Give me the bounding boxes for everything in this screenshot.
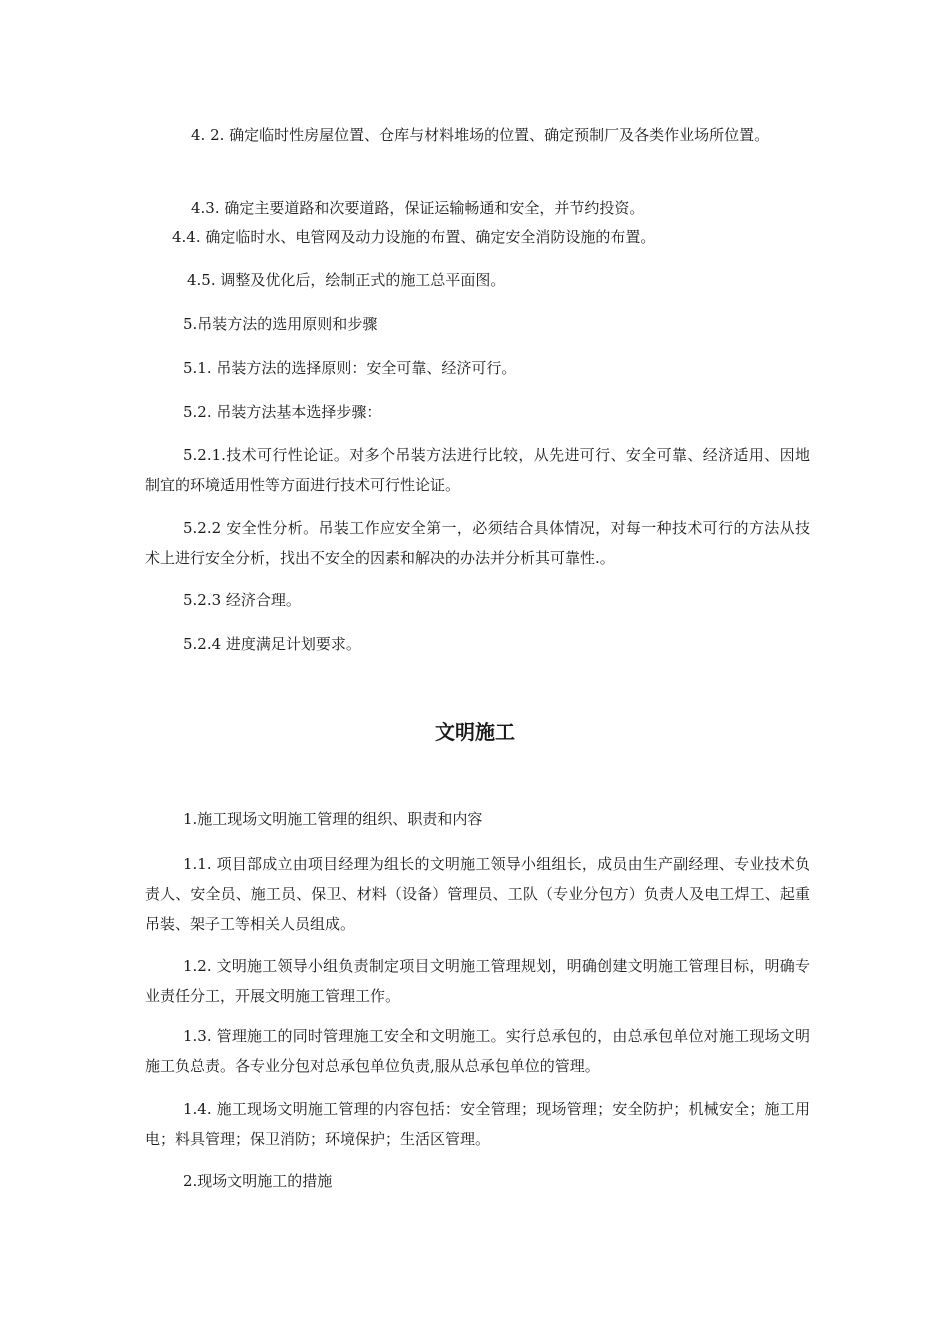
paragraph-5-2: 5.2. 吊装方法基本选择步骤： bbox=[183, 403, 382, 421]
paragraph-5-2-3: 5.2.3 经济合理。 bbox=[183, 591, 301, 609]
paragraph-1: 1.施工现场文明施工管理的组织、职责和内容 bbox=[183, 810, 483, 828]
section-heading-civilized-construction: 文明施工 bbox=[435, 720, 515, 744]
paragraph-1-2: 1.2. 文明施工领导小组负责制定项目文明施工管理规划，明确创建文明施工管理目标，明确专业责任分工，开展文明施工管理工作。 bbox=[145, 957, 810, 1005]
paragraph-4-3: 4.3. 确定主要道路和次要道路，保证运输畅通和安全，并节约投资。 bbox=[191, 199, 645, 217]
paragraph-4-4: 4.4. 确定临时水、电管网及动力设施的布置、确定安全消防设施的布置。 bbox=[172, 228, 656, 246]
paragraph-4-2: 4. 2. 确定临时性房屋位置、仓库与材料堆场的位置、确定预制厂及各类作业场所位置。 bbox=[191, 126, 770, 144]
paragraph-1-4: 1.4. 施工现场文明施工管理的内容包括：安全管理；现场管理；安全防护；机械安全；施工用电；料具管理；保卫消防；环境保护；生活区管理。 bbox=[145, 1100, 810, 1148]
paragraph-4-5: 4.5. 调整及优化后，绘制正式的施工总平面图。 bbox=[187, 271, 506, 289]
paragraph-5-2-2: 5.2.2 安全性分析。吊装工作应安全第一，必须结合具体情况，对每一种技术可行的方法从技术上进行安全分析，找出不安全的因素和解决的办法并分析其可靠性.。 bbox=[145, 519, 810, 567]
paragraph-5-2-1: 5.2.1.技术可行性论证。对多个吊装方法进行比较，从先进可行、安全可靠、经济适用、因地制宜的环境适用性等方面进行技术可行性论证。 bbox=[145, 446, 810, 494]
paragraph-2: 2.现场文明施工的措施 bbox=[183, 1172, 333, 1190]
paragraph-1-1: 1.1. 项目部成立由项目经理为组长的文明施工领导小组组长，成员由生产副经理、专业技术负责人、安全员、施工员、保卫、材料（设备）管理员、工队（专业分包方）负责人及电工焊工、起重吊装、架子工等相关人员组成。 bbox=[145, 855, 810, 933]
section-5-title: 5.吊装方法的选用原则和步骤 bbox=[183, 315, 378, 333]
paragraph-5-1: 5.1. 吊装方法的选择原则：安全可靠、经济可行。 bbox=[183, 359, 517, 377]
paragraph-1-3: 1.3. 管理施工的同时管理施工安全和文明施工。实行总承包的，由总承包单位对施工现场文明施工负总责。各专业分包对总承包单位负责,服从总承包单位的管理。 bbox=[145, 1027, 810, 1075]
paragraph-5-2-4: 5.2.4 进度满足计划要求。 bbox=[183, 635, 361, 653]
